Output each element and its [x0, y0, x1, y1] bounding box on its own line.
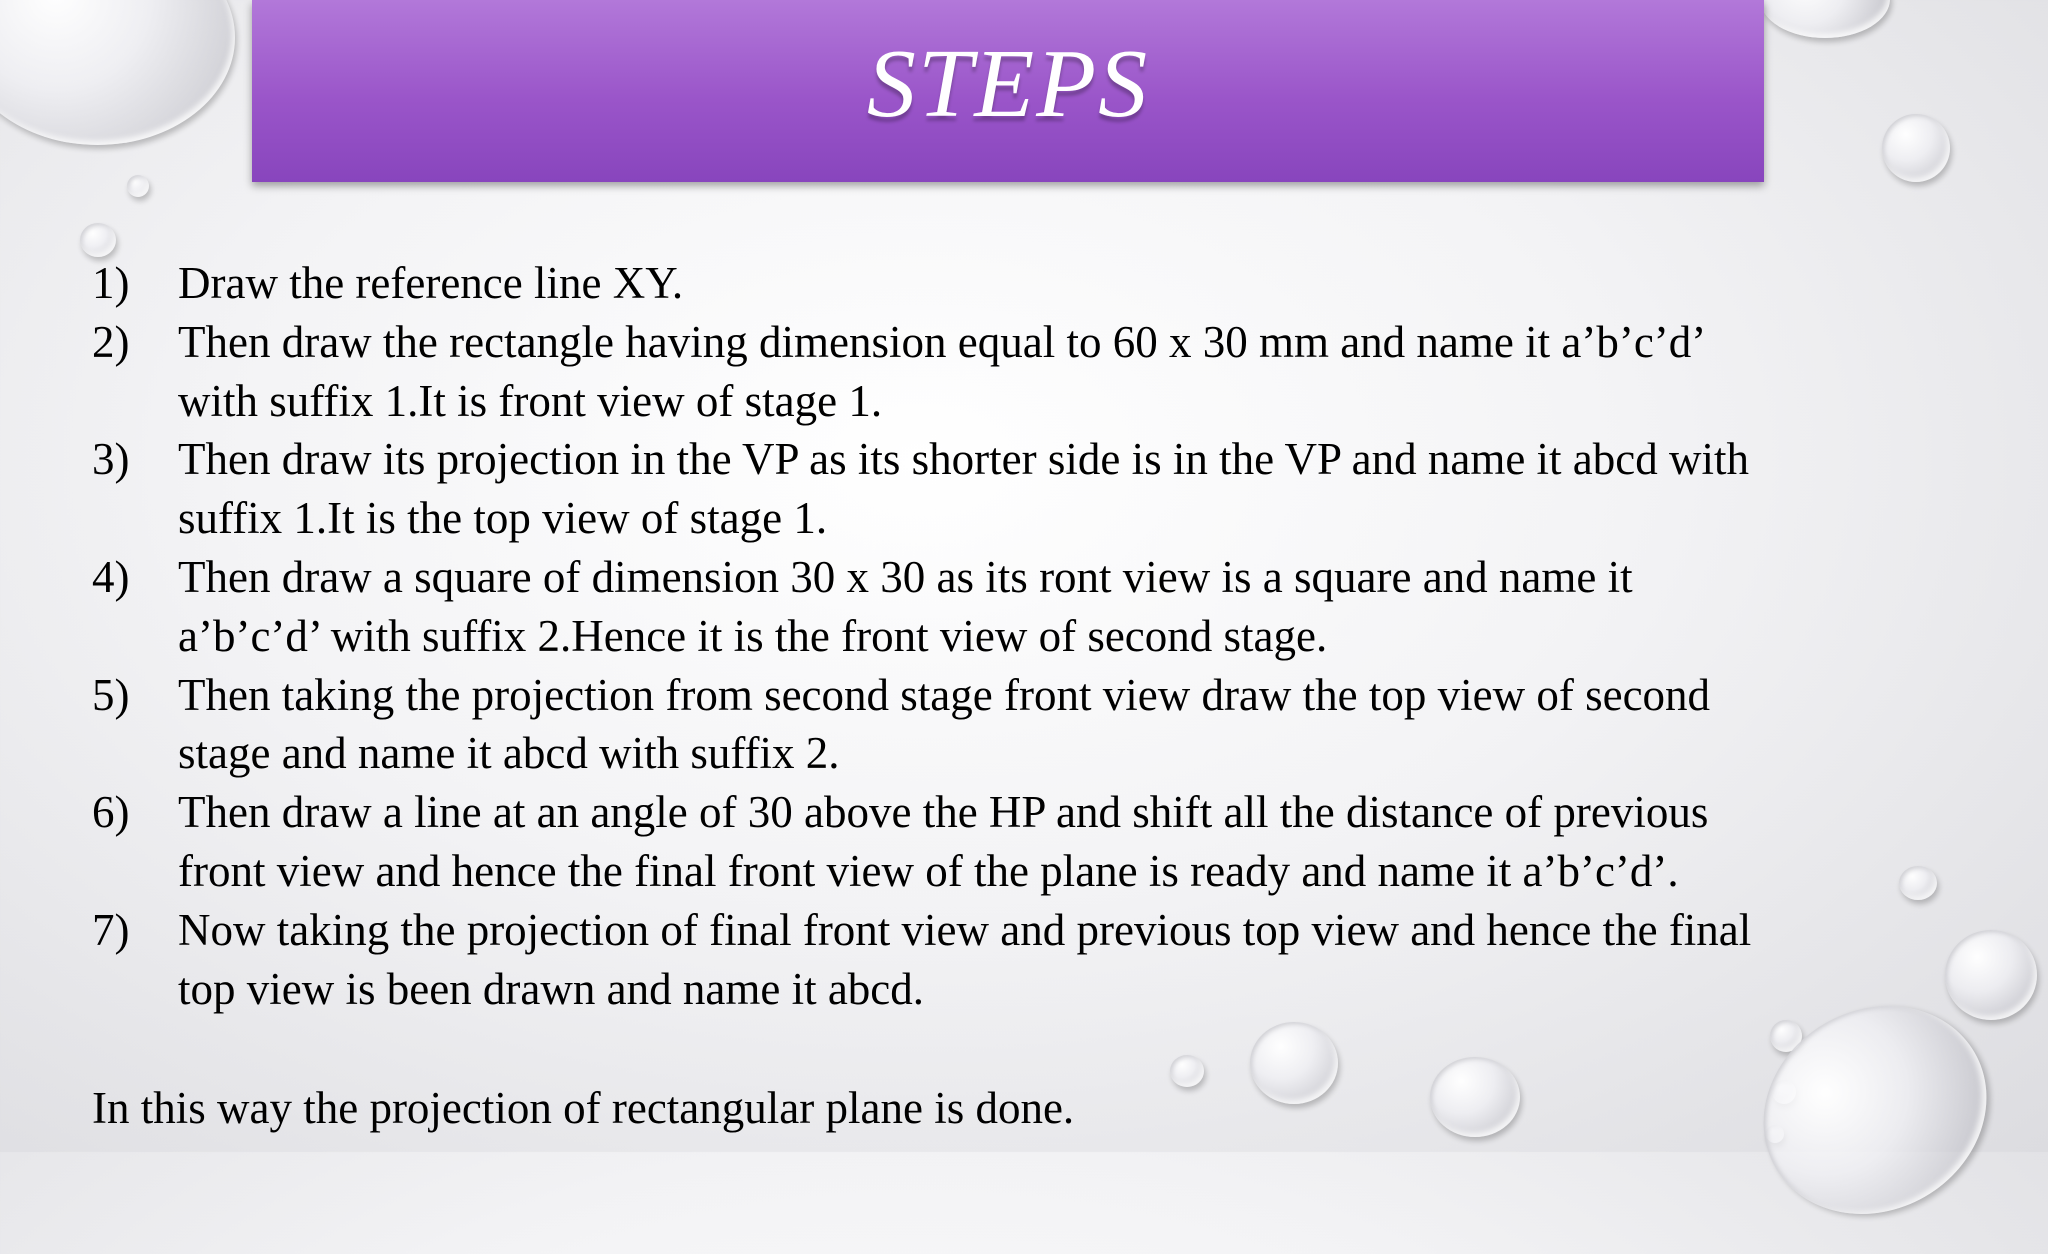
step-item — [92, 313, 1752, 431]
water-drop-decoration — [0, 0, 235, 145]
water-drop-decoration — [1760, 0, 1890, 38]
water-drop-decoration — [1945, 930, 2037, 1020]
water-drop-decoration — [1882, 114, 1950, 182]
step-item — [92, 666, 1752, 784]
step-number: 4) — [92, 551, 130, 602]
step-number: 6) — [92, 787, 130, 838]
water-drop-decoration — [80, 223, 116, 257]
step-number: 7) — [92, 904, 130, 955]
closing-sentence: In this way the projection of rectangular plane is done. — [92, 1083, 1075, 1133]
water-drop-decoration — [1250, 1022, 1338, 1104]
step-item — [92, 430, 1752, 548]
step-number: 3) — [92, 434, 130, 485]
step-item — [92, 901, 1752, 1019]
water-drop-decoration — [1430, 1057, 1520, 1137]
steps-list — [92, 254, 1752, 1018]
step-text: Then draw a square of dimension 30 x 30 as its ront view is a square and name it a’b’c’d’ with suffix 2.Hence it is the front view of second stage. — [178, 551, 1633, 661]
step-number: 1) — [92, 258, 130, 308]
step-text: Then draw a line at an angle of 30 above the HP and shift all the distance of previous front view and hence the final front view of the plane is ready and name it a’b’c’d’. — [178, 787, 1709, 896]
step-text: Now taking the projection of final front view and previous top view and hence the final top view is been drawn and name it abcd. — [178, 904, 1752, 1014]
step-item — [92, 254, 1752, 313]
step-text: Then draw the rectangle having dimension equal to 60 x 30 mm and name it a’b’c’d’ with suffix 1.It is front view of stage 1. — [178, 316, 1703, 426]
water-drop-decoration — [127, 175, 149, 197]
water-drop-decoration — [1899, 866, 1937, 900]
step-item — [92, 783, 1752, 901]
title-banner — [252, 0, 1764, 182]
step-number: 2) — [92, 316, 130, 367]
step-number: 5) — [92, 669, 130, 720]
step-text: Draw the reference line XY. — [178, 258, 684, 308]
water-drop-decoration — [1170, 1055, 1204, 1087]
step-item — [92, 548, 1752, 666]
step-text: Then draw its projection in the VP as its shorter side is in the VP and name it abcd with suffix 1.It is the top view of stage 1. — [178, 434, 1750, 544]
step-text: Then taking the projection from second stage front view draw the top view of second stage and name it abcd with suffix 2. — [178, 669, 1711, 779]
slide-title: STEPS — [866, 30, 1150, 138]
